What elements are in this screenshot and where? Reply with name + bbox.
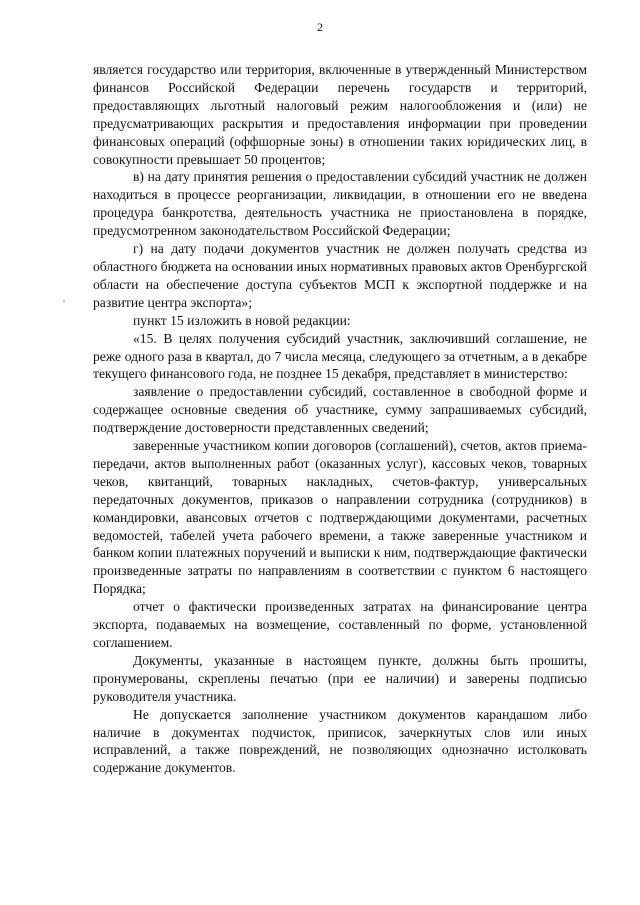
paragraph-item-v: в) на дату принятия решения о предоставлении субсидий участник не должен находиться в процессе реорганизации, ликвидации, в отношении его не введена процедура банкротства, деятельность участника не приостановлена в порядке, предусмотренном законодательством Российской Федерации; xyxy=(93,169,587,239)
paragraph-amend-point-15: пункт 15 изложить в новой редакции: xyxy=(133,312,351,328)
paragraph-copies: заверенные участником копии договоров (соглашений), счетов, актов приема-передачи, актов выполненных работ (оказанных услуг), кассовых чеков, товарных чеков, квитанций, товарных накладных, счетов-фактур, универсальных передаточных документов, приказов о направлении сотрудника (сотрудников) в командировки, авансовых отчетов с подтверждающими документами, расчетных ведомостей, табелей учета рабочего времени, а также заверенные участником и банком копии платежных поручений и выписки к ним, подтверждающие фактически произведенные затраты по направлениям в соответствии с пунктом 6 настоящего Порядка; xyxy=(93,438,587,597)
paragraph-continuation: является государство или территория, включенные в утвержденный Министерством финансов Российской Федерации перечень государств и территорий, предоставляющих льготный налоговый режим налогообложения и (или) не предусматривающих раскрытия и предоставления информации при проведении финансовых операций (оффшорные зоны) в отношении таких юридических лиц, в совокупности превышает 50 процентов; xyxy=(93,62,587,167)
paragraph-application: заявление о предоставлении субсидий, составленное в свободной форме и содержащее основные сведения об участнике, сумму запрашиваемых субсидий, подтверждение достоверности представленных сведений; xyxy=(93,384,587,436)
paragraph-point-15: «15. В целях получения субсидий участник, заключивший соглашение, не реже одного раза в квартал, до 7 числа месяца, следующего за отчетным, а в декабре текущего финансового года, не позднее 15 декабря, представляет в министерство: xyxy=(93,330,587,382)
page-number: 2 xyxy=(317,20,323,34)
paragraph-prohibition: Не допускается заполнение участником документов карандашом либо наличие в документах подчисток, приписок, зачеркнутых слов или иных исправлений, а также повреждений, не позволяющих однозначно истолковать содержание документов. xyxy=(93,706,587,776)
scan-speck xyxy=(63,300,65,302)
paragraph-documents: Документы, указанные в настоящем пункте, должны быть прошиты, пронумерованы, скреплены печатью (при ее наличии) и заверены подписью руководителя участника. xyxy=(93,652,587,704)
paragraph-item-g: г) на дату подачи документов участник не должен получать средства из областного бюджета на основании иных нормативных правовых актов Оренбургской области на обеспечение доступа субъектов МСП к экспортной поддержке и на развитие центра экспорта»; xyxy=(93,241,587,310)
document-body xyxy=(93,61,587,777)
paragraph-report: отчет о фактически произведенных затратах на финансирование центра экспорта, подаваемых на возмещение, составленный по форме, установленной соглашением. xyxy=(93,599,587,650)
